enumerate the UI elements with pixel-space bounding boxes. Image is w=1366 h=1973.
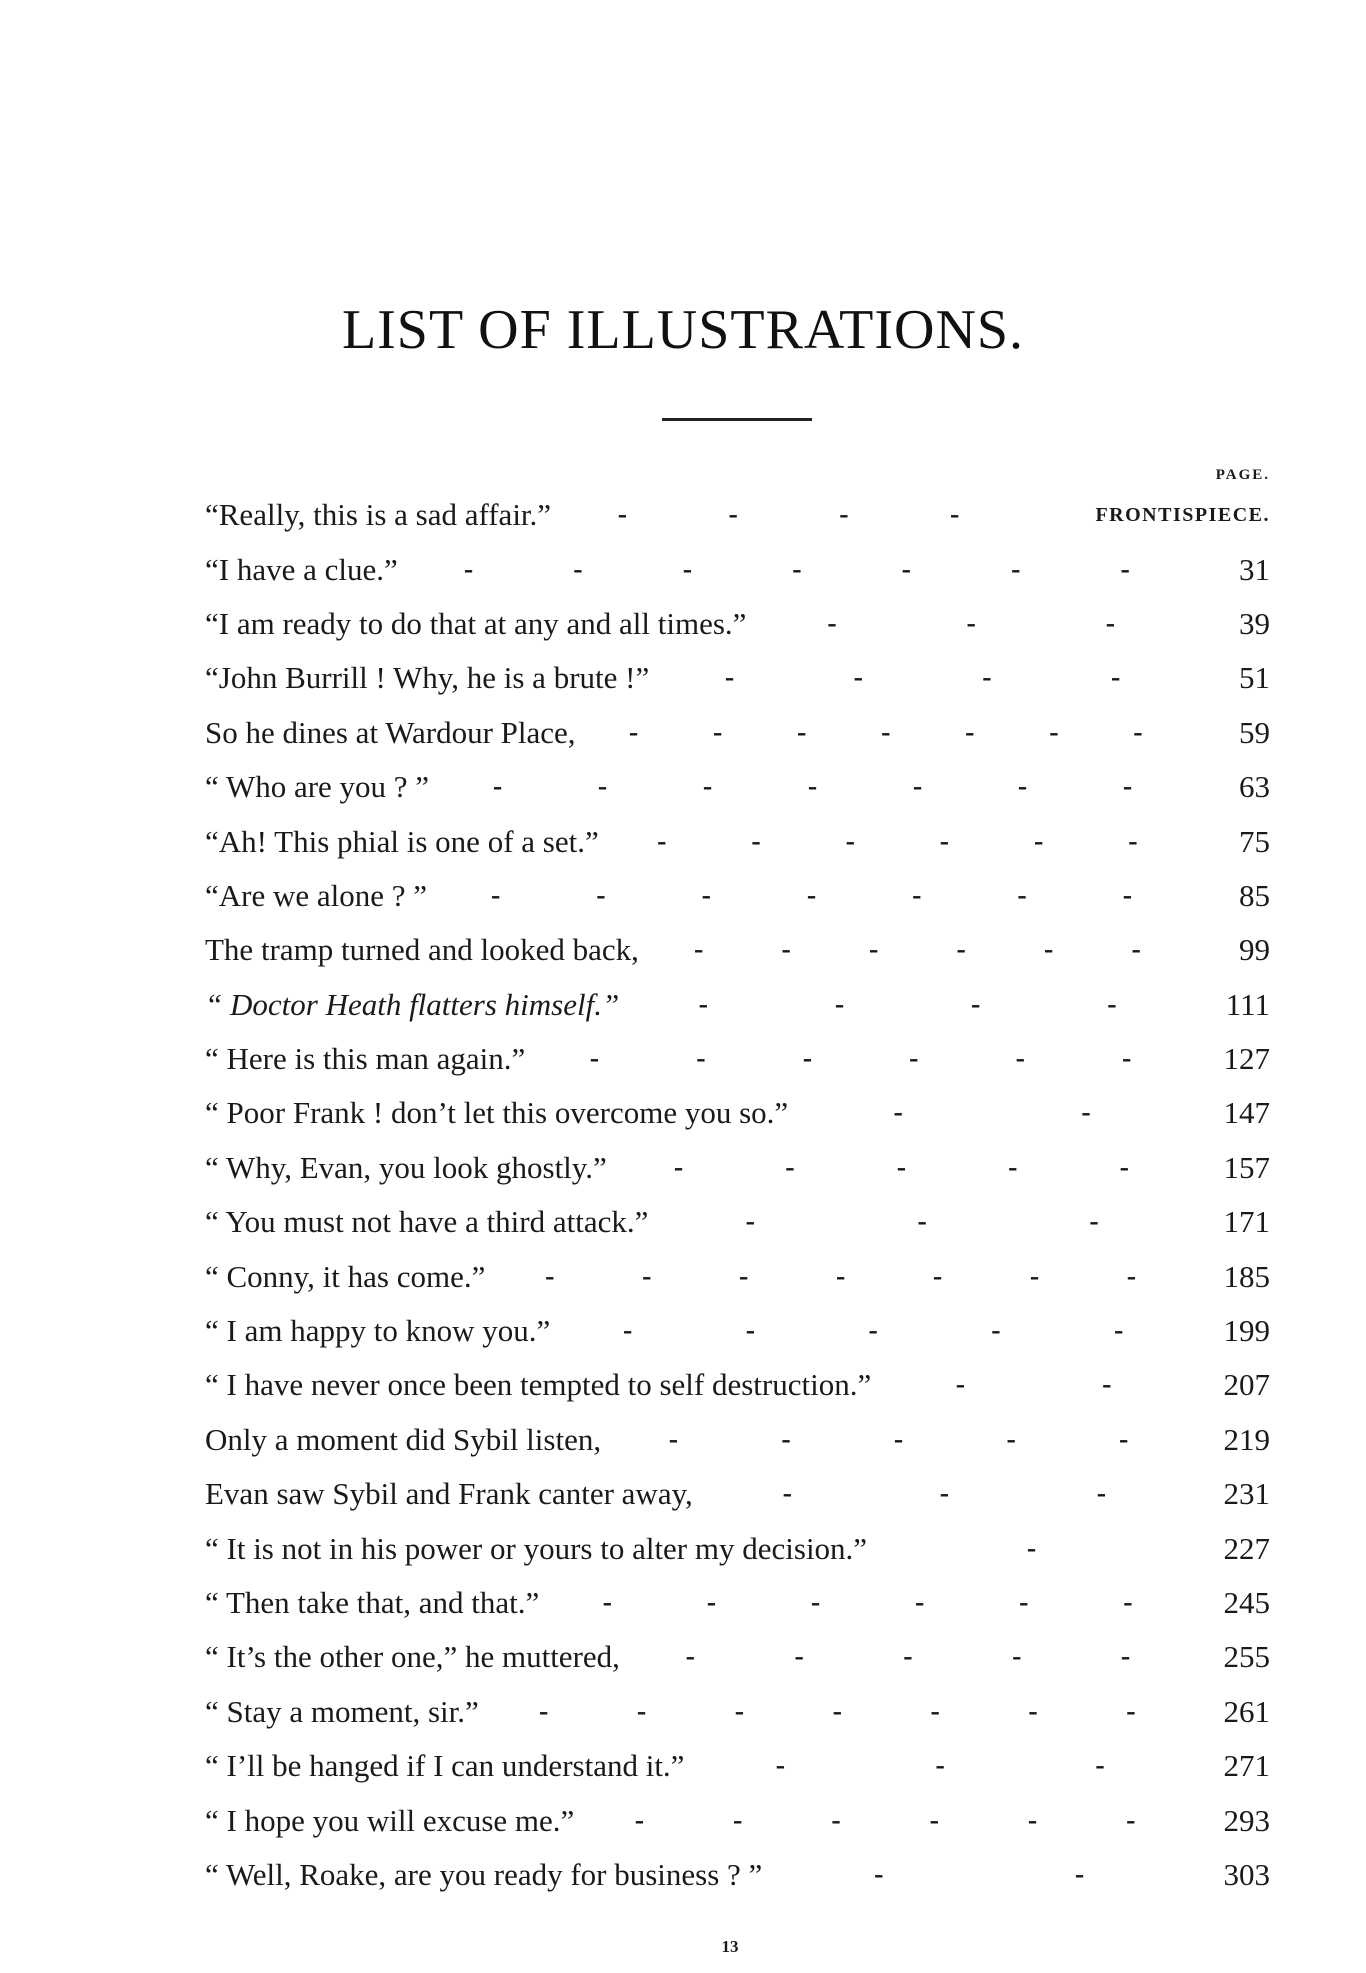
- illustration-entry: [205, 1304, 1270, 1358]
- illustration-caption: Evan saw Sybil and Frank canter away,: [205, 1476, 693, 1512]
- dash-leader: - - - - -: [668, 1423, 1129, 1455]
- page-reference: 293: [1223, 1802, 1270, 1838]
- dash-leader: - - - - -: [685, 1641, 1131, 1673]
- dash-leader: - -: [893, 1097, 1091, 1129]
- page-reference: 147: [1223, 1095, 1270, 1131]
- illustration-caption: “ Who are you ? ”: [205, 769, 430, 805]
- page-reference: 255: [1223, 1639, 1270, 1675]
- illustration-caption: “ It is not in his power or yours to alter my decision.”: [205, 1530, 868, 1566]
- illustration-entry: [205, 1249, 1270, 1303]
- illustration-entry: [205, 814, 1270, 868]
- page-number: 13: [721, 1937, 739, 1956]
- page-reference: 85: [1239, 877, 1270, 913]
- illustration-list: [205, 488, 1270, 1902]
- page-reference: 245: [1223, 1585, 1270, 1620]
- illustration-caption: Only a moment did Sybil listen,: [205, 1421, 602, 1457]
- illustration-caption: “Really, this is a sad affair.”: [205, 497, 552, 533]
- dash-leader: - - - - - -: [602, 1587, 1133, 1618]
- page-reference: 185: [1223, 1258, 1270, 1294]
- illustration-caption: “ Here is this man again.”: [205, 1041, 526, 1077]
- dash-leader: - - - - -: [673, 1151, 1129, 1183]
- illustration-caption: “ You must not have a third attack.”: [205, 1204, 649, 1240]
- illustration-entry: [205, 978, 1270, 1032]
- dash-leader: - -: [874, 1858, 1085, 1890]
- page-reference: 261: [1223, 1693, 1270, 1729]
- illustration-caption: “ Why, Evan, you look ghostly.”: [205, 1149, 607, 1185]
- illustration-caption: “I am ready to do that at any and all times.”: [205, 605, 747, 641]
- dash-leader: - - - - - - -: [491, 879, 1133, 911]
- page-reference: 303: [1223, 1856, 1270, 1892]
- dash-leader: - - - - -: [622, 1315, 1124, 1347]
- page-reference: 59: [1239, 714, 1270, 750]
- illustration-entry: [205, 597, 1270, 651]
- illustration-entry: [205, 1413, 1270, 1467]
- illustration-caption: The tramp turned and looked back,: [205, 932, 639, 968]
- dash-leader: - -: [955, 1369, 1112, 1401]
- page-reference: 63: [1239, 769, 1270, 805]
- illustration-caption: “ Conny, it has come.”: [205, 1258, 486, 1294]
- illustration-entry: [205, 1739, 1270, 1793]
- illustration-entry: [205, 1195, 1270, 1249]
- dash-leader: - - - - - - -: [545, 1260, 1137, 1292]
- illustration-entry: [205, 706, 1270, 760]
- illustration-caption: “ I have never once been tempted to self destruction.”: [205, 1367, 872, 1403]
- dash-leader: - - - -: [617, 499, 960, 531]
- illustration-entry: [205, 1032, 1270, 1086]
- illustration-caption: “ I hope you will excuse me.”: [205, 1802, 575, 1838]
- dash-leader: - - - - - -: [589, 1043, 1132, 1075]
- page-reference: 39: [1239, 605, 1270, 641]
- dash-leader: - - -: [775, 1750, 1105, 1782]
- page-reference: 219: [1223, 1421, 1270, 1457]
- illustration-caption: “ I am happy to know you.”: [205, 1313, 551, 1349]
- title-rule: [662, 418, 812, 421]
- page-column-heading: PAGE.: [1215, 467, 1270, 483]
- illustration-entry: [205, 760, 1270, 814]
- illustration-caption: “ Then take that, and that.”: [205, 1585, 540, 1620]
- illustration-entry: [205, 1141, 1270, 1195]
- illustration-caption: “John Burrill ! Why, he is a brute !”: [205, 660, 650, 696]
- illustration-entry: [205, 1467, 1270, 1521]
- illustration-caption: “ I’ll be hanged if I can understand it.”: [205, 1748, 685, 1784]
- page-reference: 99: [1239, 932, 1270, 968]
- dash-leader: - - - - - -: [693, 934, 1141, 966]
- illustration-entry: [205, 1793, 1270, 1847]
- frontispiece-label: FRONTISPIECE.: [1095, 503, 1270, 526]
- page-reference: 231: [1223, 1476, 1270, 1512]
- dash-leader: - - - - - - -: [539, 1695, 1136, 1727]
- illustration-caption: “ Stay a moment, sir.”: [205, 1693, 479, 1729]
- page-reference: 199: [1223, 1313, 1270, 1349]
- illustration-entry: [205, 542, 1270, 596]
- dash-leader: - - -: [782, 1478, 1107, 1510]
- page-reference: 271: [1223, 1748, 1270, 1784]
- illustration-entry: [205, 1630, 1270, 1684]
- dash-leader: - - - - - -: [657, 825, 1138, 857]
- illustration-caption: “Are we alone ? ”: [205, 877, 428, 913]
- illustration-entry: [205, 1848, 1270, 1902]
- page-reference: 227: [1223, 1530, 1270, 1566]
- dash-leader: - - - -: [724, 662, 1121, 694]
- dash-leader: -: [1026, 1532, 1037, 1564]
- illustration-entry: [205, 651, 1270, 705]
- dash-leader: - - - -: [698, 988, 1117, 1020]
- page-reference: 207: [1223, 1367, 1270, 1403]
- page-reference: 51: [1239, 660, 1270, 696]
- illustration-entry: [205, 1086, 1270, 1140]
- illustration-caption: “Ah! This phial is one of a set.”: [205, 823, 599, 859]
- dash-leader: - - - - - - -: [463, 553, 1130, 585]
- page-reference: 127: [1223, 1041, 1270, 1077]
- illustration-caption: “ It’s the other one,” he muttered,: [205, 1639, 620, 1675]
- illustration-entry: [205, 869, 1270, 923]
- dash-leader: - - - - - -: [634, 1804, 1136, 1836]
- page-reference: 171: [1223, 1204, 1270, 1240]
- dash-leader: - - -: [745, 1206, 1099, 1238]
- illustration-caption: So he dines at Wardour Place,: [205, 714, 576, 750]
- illustration-entry: [205, 1521, 1270, 1575]
- page-reference: 75: [1239, 823, 1270, 859]
- illustration-entry: [205, 488, 1270, 542]
- dash-leader: - - - - - - -: [628, 716, 1143, 748]
- dash-leader: - - - - - - -: [492, 771, 1133, 803]
- page-reference: 157: [1223, 1149, 1270, 1185]
- page-reference: 111: [1225, 986, 1270, 1022]
- dash-leader: - - -: [827, 607, 1116, 639]
- illustration-entry: [205, 1358, 1270, 1412]
- illustration-entry: [205, 923, 1270, 977]
- illustration-caption: “I have a clue.”: [205, 551, 398, 587]
- illustration-entry: [205, 1576, 1270, 1630]
- illustration-entry: [205, 1685, 1270, 1739]
- illustration-caption: “ Well, Roake, are you ready for business ? ”: [205, 1856, 763, 1892]
- illustration-caption: “ Poor Frank ! don’t let this overcome you so.”: [205, 1095, 789, 1131]
- page-title: LIST OF ILLUSTRATIONS.: [341, 299, 1025, 361]
- page-reference: 31: [1239, 551, 1270, 587]
- illustration-caption: “ Doctor Heath flatters himself.”: [205, 986, 620, 1022]
